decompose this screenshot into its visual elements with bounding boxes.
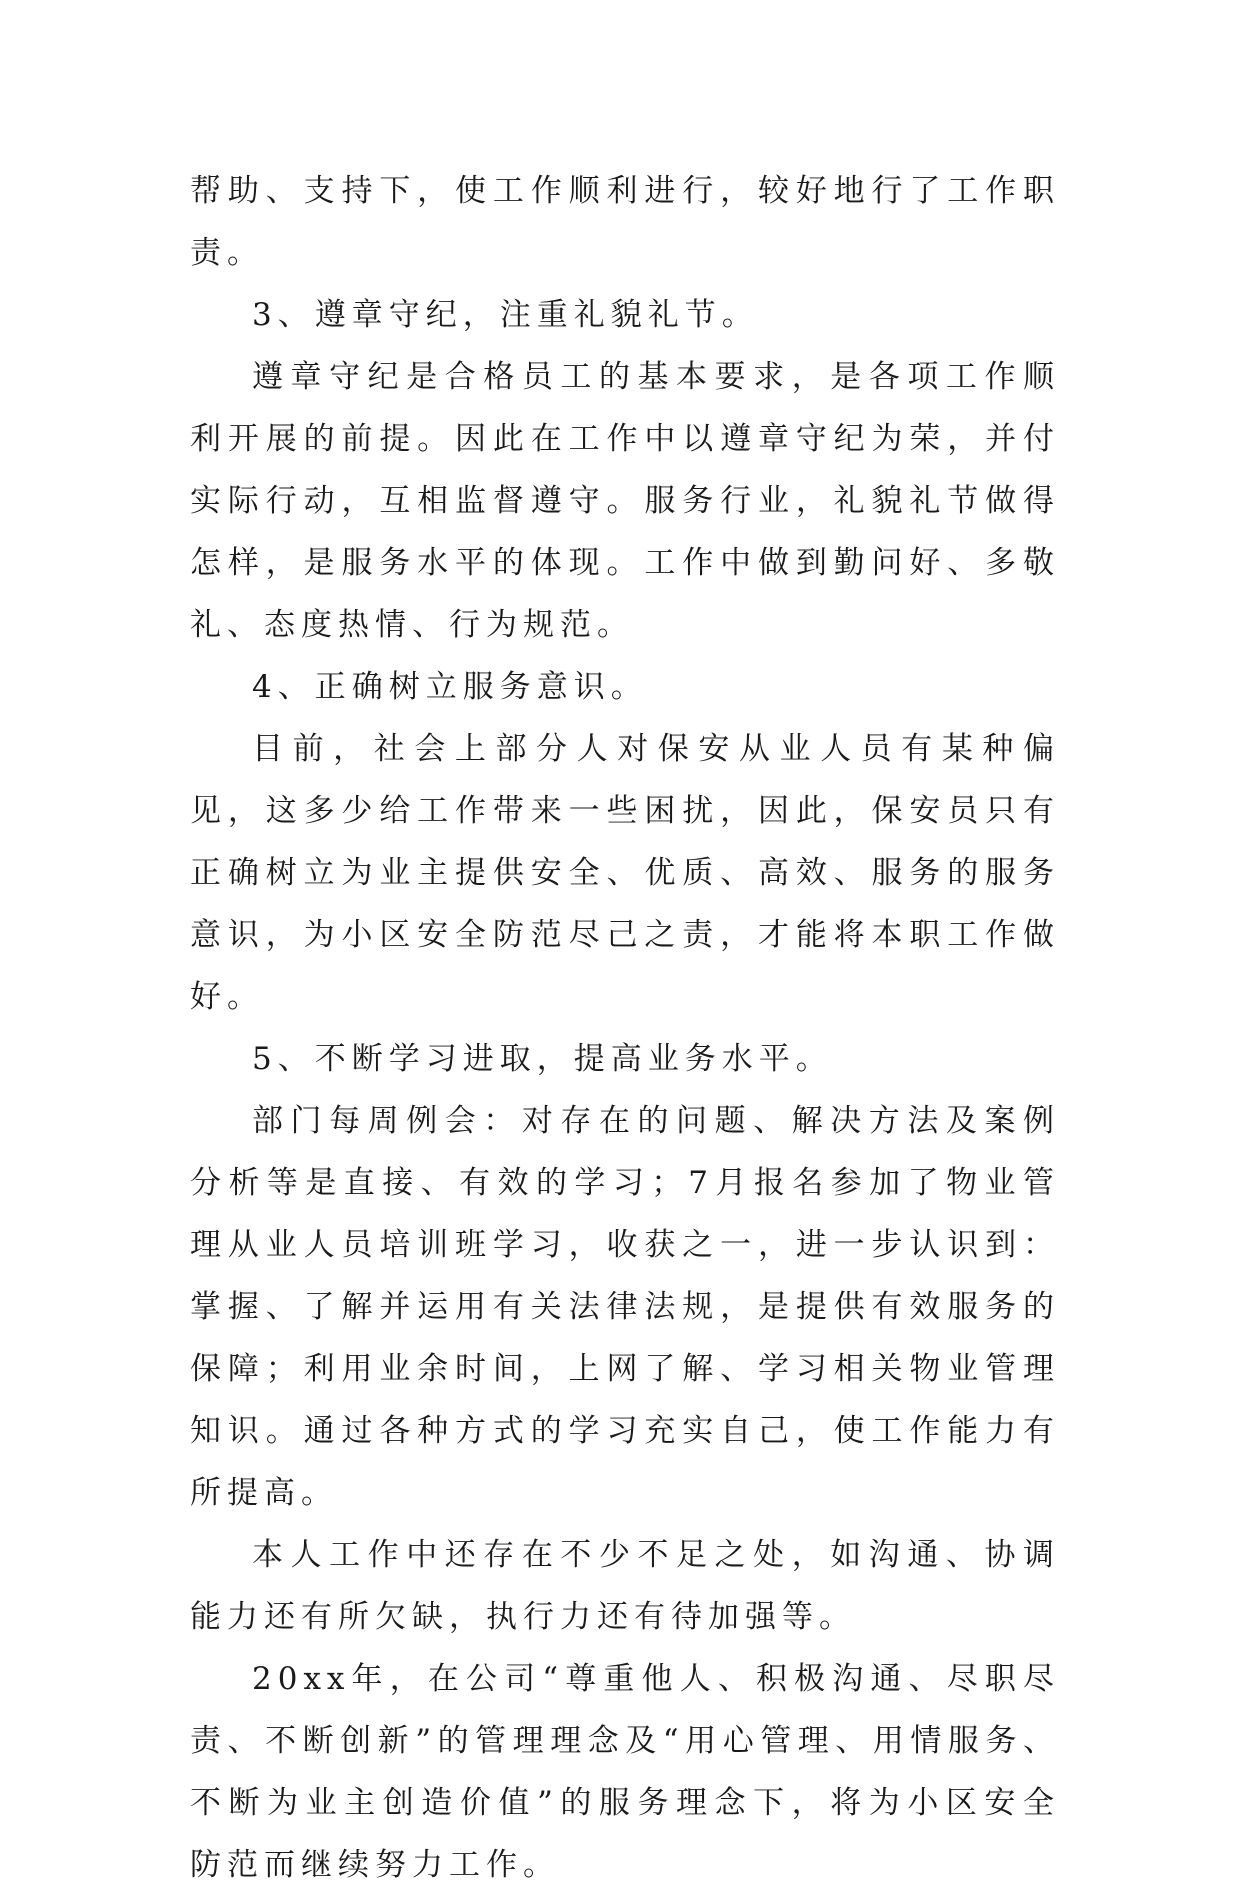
paragraph-service-awareness: 目前，社会上部分人对保安从业人员有某种偏见，这多少给工作带来一些困扰，因此，保安员只有正确树立为业主提供安全、优质、高效、服务的服务意识，为小区安全防范尽己之责，才能将本职工作做好。	[190, 731, 1060, 1015]
section-heading-4: 4、正确树立服务意识。	[252, 669, 648, 705]
paragraph-learning: 部门每周例会：对存在的问题、解决方法及案例分析等是直接、有效的学习；7月报名参加了物业管理从业人员培训班学习，收获之一，进一步认识到：掌握、了解并运用有关法律法规，是提供有效服务的保障；利用业余时间，上网了解、学习相关物业管理知识。通过各种方式的学习充实自己，使工作能力有所提高。	[190, 1103, 1060, 1511]
paragraph-discipline: 遵章守纪是合格员工的基本要求，是各项工作顺利开展的前提。因此在工作中以遵章守纪为荣，并付实际行动，互相监督遵守。服务行业，礼貌礼节做得怎样，是服务水平的体现。工作中做到勤问好、多敬礼、态度热情、行为规范。	[190, 359, 1060, 643]
section-heading-3: 3、遵章守纪，注重礼貌礼节。	[252, 297, 759, 333]
paragraph-continuation: 帮助、支持下，使工作顺利进行，较好地行了工作职责。	[190, 173, 1060, 271]
section-heading-5: 5、不断学习进取，提高业务水平。	[252, 1041, 833, 1077]
paragraph-shortcomings: 本人工作中还存在不少不足之处，如沟通、协调能力还有所欠缺，执行力还有待加强等。	[190, 1537, 1060, 1635]
document-body	[190, 160, 1060, 1896]
paragraph-outlook: 20xx年，在公司“尊重他人、积极沟通、尽职尽责、不断创新”的管理理念及“用心管理、用情服务、不断为业主创造价值”的服务理念下，将为小区安全防范而继续努力工作。	[190, 1661, 1060, 1883]
